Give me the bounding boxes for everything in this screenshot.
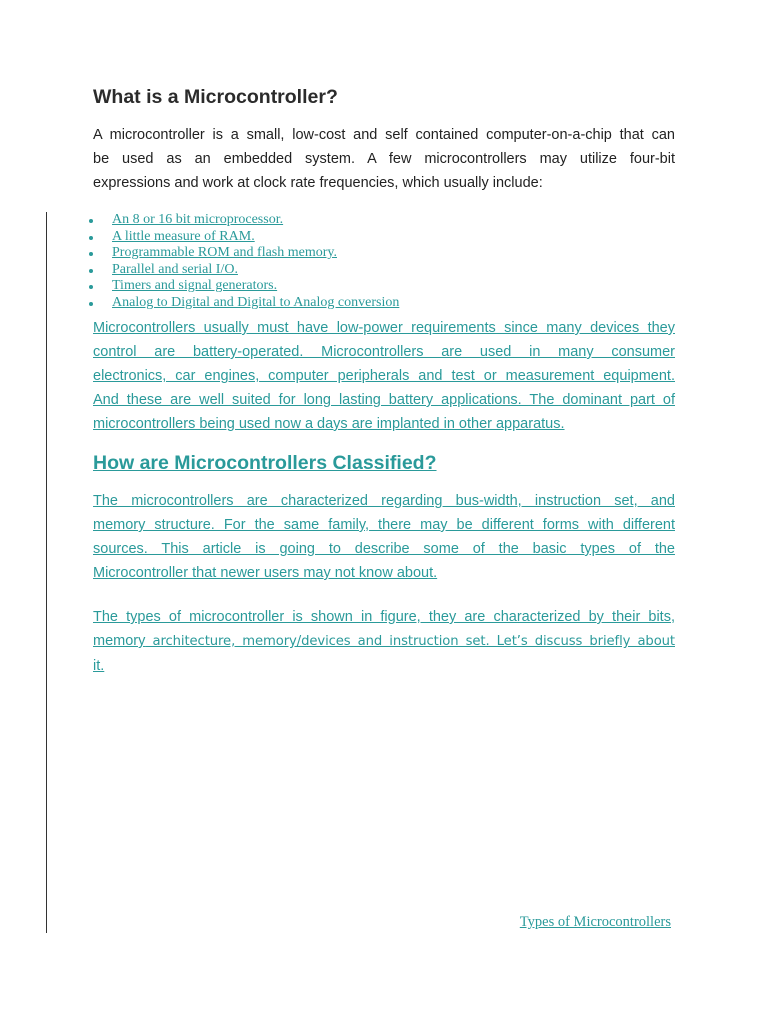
paragraph-line[interactable]: Microcontroller that newer users may not know about. — [93, 565, 438, 581]
feature-bullet-list — [86, 212, 399, 312]
bullet-text[interactable]: Timers and signal generators. — [112, 278, 278, 294]
heading-how-classified-link[interactable]: How are Microcontrollers Classified? — [93, 452, 437, 474]
low-power-paragraph-link[interactable] — [93, 316, 675, 436]
bullet-item[interactable] — [86, 278, 399, 295]
paragraph-line[interactable] — [93, 629, 675, 654]
figure-caption-link[interactable]: Types of Microcontrollers — [519, 914, 671, 930]
bullet-dot-icon — [89, 252, 93, 256]
bullet-item[interactable] — [86, 295, 399, 312]
paragraph-line[interactable]: sources. This article is going to describe some of the basic types of the — [93, 541, 675, 557]
revision-change-bar — [46, 212, 47, 933]
bullet-item[interactable] — [86, 262, 399, 279]
bullet-dot-icon — [89, 285, 93, 289]
bullet-item[interactable] — [86, 245, 399, 262]
paragraph-line-rest[interactable]: architecture, memory/devices and instruction set. Let’s discuss briefly about — [145, 634, 675, 649]
bullet-text[interactable]: An 8 or 16 bit microprocessor. — [112, 212, 284, 227]
types-paragraph-link[interactable] — [93, 605, 675, 678]
classification-paragraph-link[interactable] — [93, 489, 675, 585]
paragraph-line[interactable]: The types of microcontroller is shown in figure, they are characterized by their bits, — [93, 609, 675, 625]
intro-line: A microcontroller is a small, low-cost and self contained computer-on-a-chip that can — [93, 127, 675, 143]
bullet-text[interactable]: Programmable ROM and flash memory. — [112, 245, 337, 261]
bullet-dot-icon — [89, 269, 93, 273]
bullet-text[interactable]: Analog to Digital and Digital to Analog conversion — [112, 294, 400, 310]
intro-paragraph — [93, 123, 675, 195]
bullet-item[interactable] — [86, 229, 399, 246]
paragraph-line[interactable]: And these are well suited for long lasting battery applications. The dominant part of — [93, 392, 675, 408]
bullet-item[interactable] — [86, 212, 399, 229]
paragraph-line[interactable]: control are battery-operated. Microcontrollers are used in many consumer — [93, 344, 675, 360]
bullet-dot-icon — [89, 236, 93, 240]
bullet-dot-icon — [89, 302, 93, 306]
bullet-text[interactable]: Parallel and serial I/O. — [112, 261, 238, 277]
paragraph-line[interactable]: memory structure. For the same family, there may be different forms with different — [93, 517, 675, 533]
paragraph-line[interactable]: electronics, car engines, computer peripherals and test or measurement equipment. — [93, 368, 675, 384]
bullet-text[interactable]: A little measure of RAM. — [112, 228, 255, 244]
paragraph-line[interactable]: Microcontrollers usually must have low-power requirements since many devices they — [93, 320, 675, 336]
paragraph-line[interactable]: it. — [93, 658, 105, 674]
intro-line: be used as an embedded system. A few microcontrollers may utilize four-bit — [93, 151, 675, 167]
bullet-dot-icon — [89, 219, 93, 223]
heading-what-is-microcontroller: What is a Microcontroller? — [93, 86, 338, 108]
paragraph-word-memory[interactable]: memory — [93, 633, 146, 649]
paragraph-line[interactable]: microcontrollers being used now a days are implanted in other apparatus. — [93, 416, 565, 432]
intro-line: expressions and work at clock rate frequencies, which usually include: — [93, 175, 543, 191]
paragraph-line[interactable]: The microcontrollers are characterized regarding bus-width, instruction set, and — [93, 493, 675, 509]
